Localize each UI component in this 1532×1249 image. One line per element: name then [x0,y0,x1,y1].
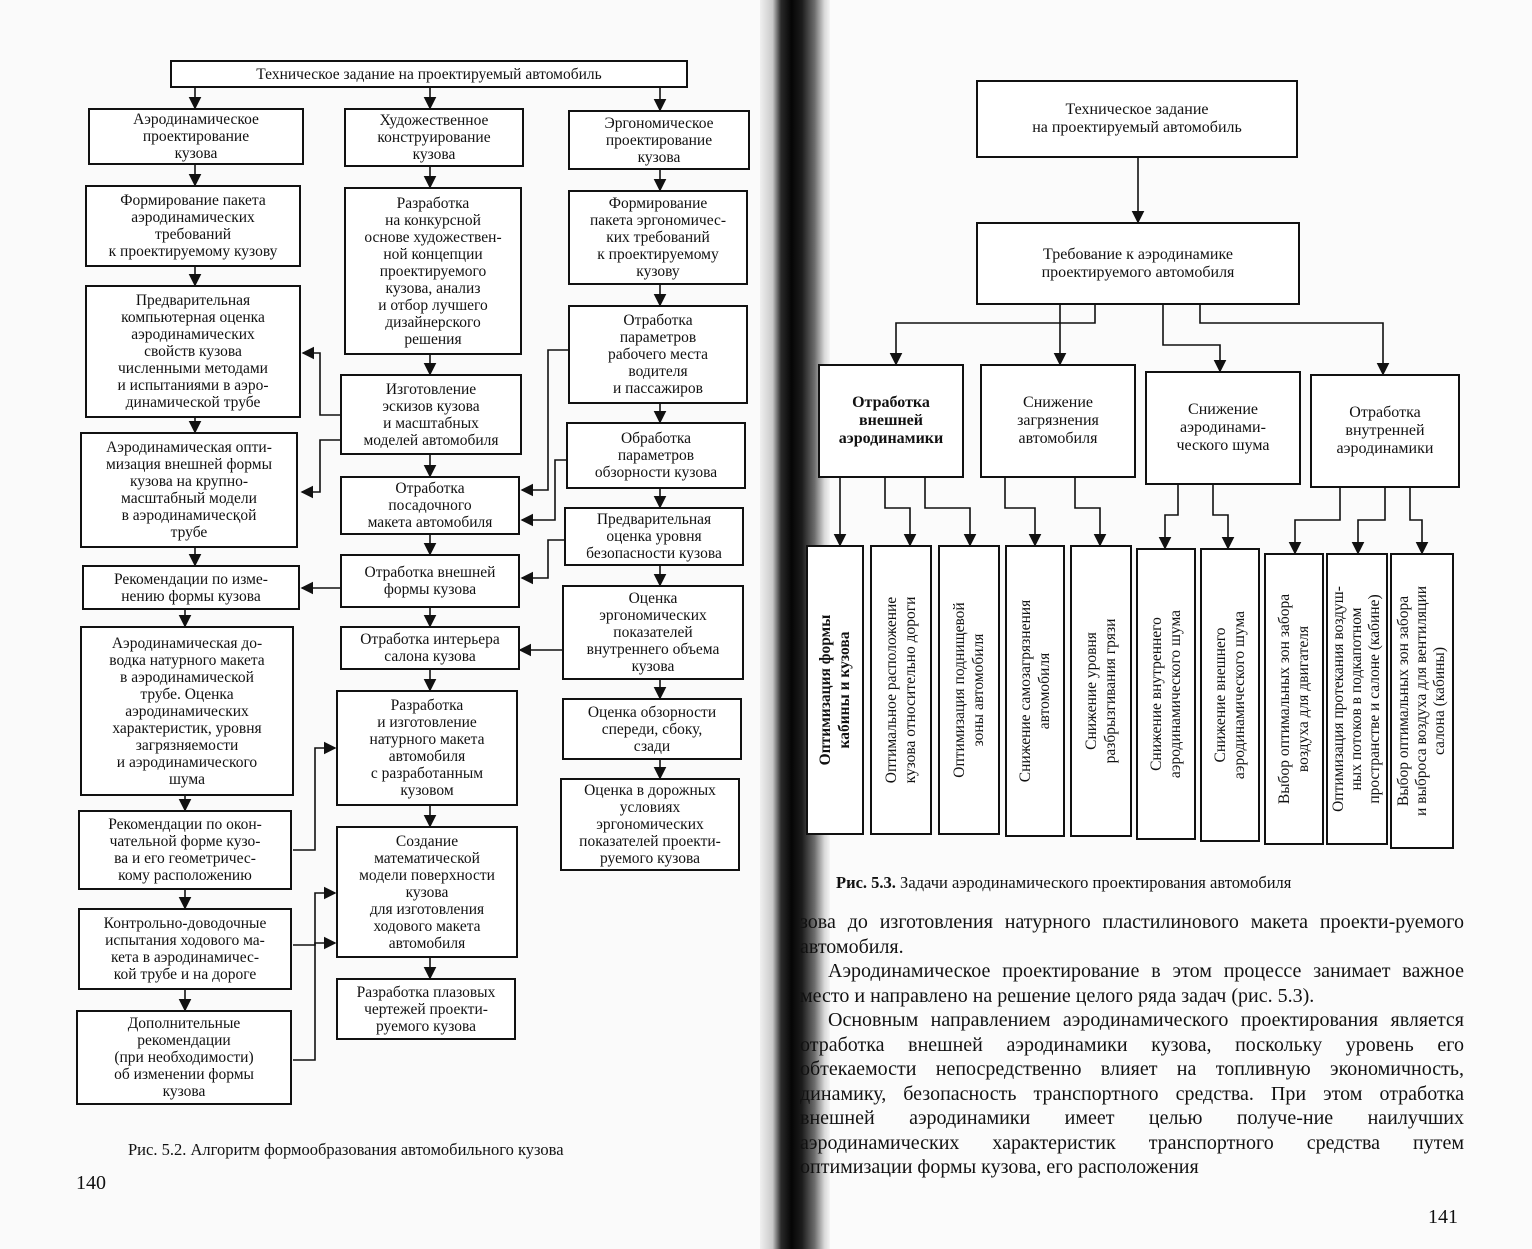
task-label-1: Оптимизация формы кабины и кузова [817,614,853,766]
internal-aero-group-box: Отработка внутренней аэродинамики [1310,374,1460,488]
road-evaluation-box: Оценка в дорожных условиях эргономических показателей проекти- руемого кузова [560,778,740,871]
task-label-4: Снижение самозагрязнения автомобиля [1017,599,1053,783]
aero-design-box: Аэродинамическое проектирование кузова [88,108,304,165]
figure-5-3-text: Задачи аэродинамического проектирования автомобиля [900,873,1292,892]
artistic-design-box: Художественное конструирование кузова [344,108,524,167]
noise-reduction-group-box: Снижение аэродинами- ческого шума [1145,371,1301,485]
task-label-2: Оптимальное расположение кузова относительно дороги [883,596,919,784]
figure-5-3-label: Рис. 5.3. [836,873,896,892]
seating-buck-box: Отработка посадочного макета автомобиля [340,476,520,535]
page-number-right: 141 [1428,1206,1458,1228]
visibility-evaluation-box: Оценка обзорности спереди, сбоку, сзади [562,698,742,760]
page-number-left: 140 [76,1172,106,1194]
paragraph-3: Основным направлением аэродинамического проектирования является отработка внешней аэродинамики кузова, поскольку уровень его обтекаемости непосредственно влияет на топливную экономичность, динамику, безопасность транспортного средства. При этом отработка внешней аэродинамики имеет целью получе-ние наилучших аэродинамических характеристик транспортного средства путем оптимизации формы кузова, его расположения [800,1009,1464,1178]
ergonomic-requirements-box: Формирование пакета эргономичес- ких требований к проектируемому кузову [568,190,748,285]
task-label-5: Снижение уровня разбрызгивания грязи [1083,618,1119,764]
task-label-8: Выбор оптимальных зон забора воздуха для двигателя [1276,593,1312,805]
sketches-models-box: Изготовление эскизов кузова и масштабных моделей автомобиля [340,374,522,455]
shape-recommendations-box: Рекомендации по изме- нению формы кузова [82,565,300,610]
task-box-8 [1264,553,1324,845]
task-label-6: Снижение внутреннего аэродинамического шума [1148,609,1184,779]
full-scale-tuning-box: Аэродинамическая до- водка натурного макета в аэродинамической трубе. Оценка аэродинамических характеристик, уровня загрязняемости и аэродинамического шума [80,626,294,796]
full-scale-model-box: Разработка и изготовление натурного макета автомобиля с разработанным кузовом [336,690,518,806]
visibility-params-box: Обработка параметров обзорности кузова [566,422,746,489]
task-label-9: Оптимизация протекания воздуш- ных потоков в подкапотном пространстве и салоне (кабине) [1330,586,1383,812]
task-box-6 [1136,548,1196,840]
task-label-10: Выбор оптимальных зон забора и выброса воздуха для вентиляции салона (кабины) [1395,585,1448,817]
control-tests-box: Контрольно-доводочные испытания ходового ма- кета в аэродинамичес- кой трубе и на дороге [78,908,292,990]
additional-recommendations-box: Дополнительные рекомендации (при необходимости) об изменении формы кузова [76,1010,292,1105]
ergonomic-indicators-box: Оценка эргономических показателей внутреннего объема кузова [562,585,744,680]
figure-5-2-caption: Рис. 5.2. Алгоритм формообразования автомобильного кузова [128,1140,564,1159]
design-concept-box: Разработка на конкурсной основе художествен- ной концепции проектируемого кузова, анализ и отбор лучшего дизайнерского решения [344,187,522,355]
aero-optimization-box: Аэродинамическая опти- мизация внешней формы кузова на крупно- масштабный модели в аэродинамичесқой трубе [80,432,298,548]
dirt-reduction-group-box: Снижение загрязнения автомобиля [980,364,1136,478]
figure-5-3-caption [836,873,1291,893]
task-box-5 [1070,545,1132,837]
right-top-requirement-box: Техническое задание на проектируемый автомобиль [976,80,1298,158]
safety-evaluation-box: Предварительная оценка уровня безопасности кузова [564,507,744,566]
left-top-requirement-box: Техническое задание на проектируемый автомобиль [170,60,688,88]
task-box-3 [938,545,1000,835]
task-box-4 [1005,545,1065,837]
plaza-drawings-box: Разработка плазовых чертежей проекти- руемого кузова [336,978,516,1040]
final-shape-recommendations-box: Рекомендации по окон- чательной форме кузо- ва и его геометричес- кому расположению [78,810,292,890]
task-box-9 [1326,553,1388,845]
paragraph-2: Аэродинамическое проектирование в этом процессе занимает важное место и направлено на решение целого ряда задач (рис. 5.3). [800,960,1464,1007]
task-label-3: Оптимизация поднищевой зоны автомобиля [951,602,987,778]
math-model-box: Создание математической модели поверхности кузова для изготовления ходового макета автомобиля [336,826,518,958]
task-box-1 [806,545,864,835]
paragraph-1: зова до изготовления натурного пластилинового макета проекти-руемого автомобиля. [800,911,1464,958]
prelim-computer-evaluation-box: Предварительная компьютерная оценка аэродинамических свойств кузова численными методами и испытаниями в аэро- динамической трубе [85,285,301,418]
right-body-text [800,910,1464,1180]
aero-requirements-box: Формирование пакета аэродинамических требований к проектируемому кузову [85,185,301,267]
exterior-shape-box: Отработка внешней формы кузова [340,554,520,608]
task-box-2 [870,545,932,835]
workplace-params-box: Отработка параметров рабочего места водителя и пассажиров [568,305,748,404]
interior-box: Отработка интерьера салона кузова [340,626,520,670]
task-box-10 [1390,553,1454,849]
aero-requirements-box-right: Требование к аэродинамике проектируемого автомобиля [976,222,1300,305]
task-label-7: Снижение внешнего аэродинамического шума [1212,610,1248,780]
task-box-7 [1200,548,1260,842]
ergonomic-design-box: Эргономическое проектирование кузова [568,110,750,170]
external-aero-group-box: Отработка внешней аэродинамики [818,364,964,478]
